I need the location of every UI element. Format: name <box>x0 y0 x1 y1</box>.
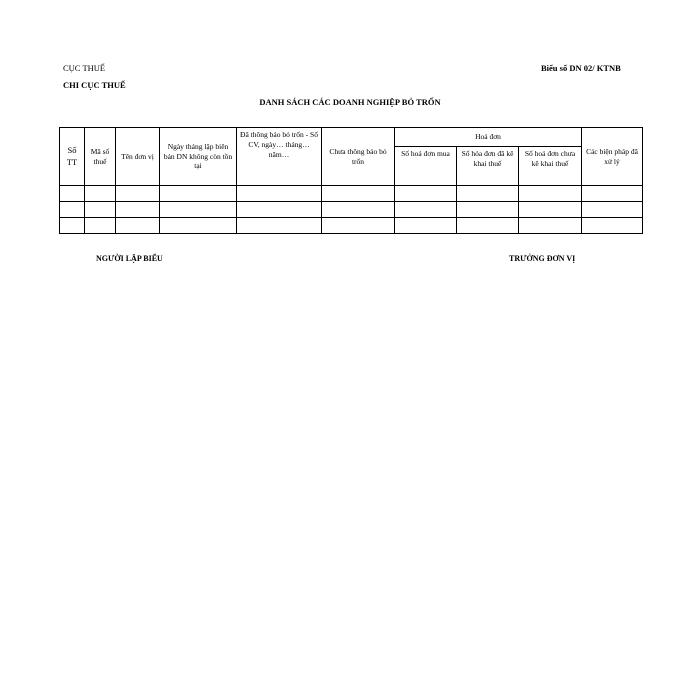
table-cell <box>322 218 395 234</box>
table-cell <box>60 186 85 202</box>
col-invoices: Hoá đơn <box>395 128 582 147</box>
table-cell <box>322 186 395 202</box>
table-cell <box>116 202 160 218</box>
table-cell <box>395 202 457 218</box>
table-cell <box>457 186 519 202</box>
col-measures: Các biện pháp đã xử lý <box>582 128 643 186</box>
document-title: DANH SÁCH CÁC DOANH NGHIỆP BỎ TRỐN <box>259 97 441 107</box>
table-row <box>60 218 643 234</box>
table-row <box>60 186 643 202</box>
table-cell <box>160 218 237 234</box>
table-cell <box>85 218 116 234</box>
table-cell <box>519 218 582 234</box>
table-cell <box>395 186 457 202</box>
table-cell <box>237 218 322 234</box>
table-cell <box>116 186 160 202</box>
table-cell <box>85 202 116 218</box>
head-signature-label: TRƯỞNG ĐƠN VỊ <box>509 254 576 263</box>
table-cell <box>160 186 237 202</box>
table-cell <box>237 202 322 218</box>
col-tax-code: Mã số thuế <box>85 128 116 186</box>
col-record-date: Ngày tháng lập biên bản DN không còn tồn tại <box>160 128 237 186</box>
table-cell <box>160 202 237 218</box>
enterprise-table <box>59 127 643 234</box>
col-invoices-bought: Số hoá đơn mua <box>395 147 457 186</box>
table-cell <box>395 218 457 234</box>
table-cell <box>85 186 116 202</box>
table-cell <box>237 186 322 202</box>
col-invoices-undeclared: Số hoá đơn chưa kê khai thuế <box>519 147 582 186</box>
form-code: Biểu số DN 02/ KTNB <box>541 63 621 73</box>
sub-agency-label: CHI CỤC THUẾ <box>63 80 126 90</box>
table-cell <box>457 218 519 234</box>
col-not-notified: Chưa thông báo bỏ trốn <box>322 128 395 186</box>
table-cell <box>582 186 643 202</box>
table-cell <box>116 218 160 234</box>
col-unit-name: Tên đơn vị <box>116 128 160 186</box>
table-cell <box>457 202 519 218</box>
col-invoices-declared: Số hóa đơn đã kê khai thuế <box>457 147 519 186</box>
table-cell <box>582 218 643 234</box>
table-cell <box>582 202 643 218</box>
col-notified: Đã thông báo bỏ trốn - Số CV, ngày… tháng… năm… <box>237 128 322 186</box>
table-cell <box>519 202 582 218</box>
col-stt: Số TT <box>60 128 85 186</box>
table-cell <box>60 202 85 218</box>
table-cell <box>519 186 582 202</box>
table-cell <box>60 218 85 234</box>
preparer-signature-label: NGƯỜI LẬP BIỂU <box>96 254 163 263</box>
table-cell <box>322 202 395 218</box>
agency-label: CỤC THUẾ <box>63 63 106 73</box>
table-row <box>60 202 643 218</box>
